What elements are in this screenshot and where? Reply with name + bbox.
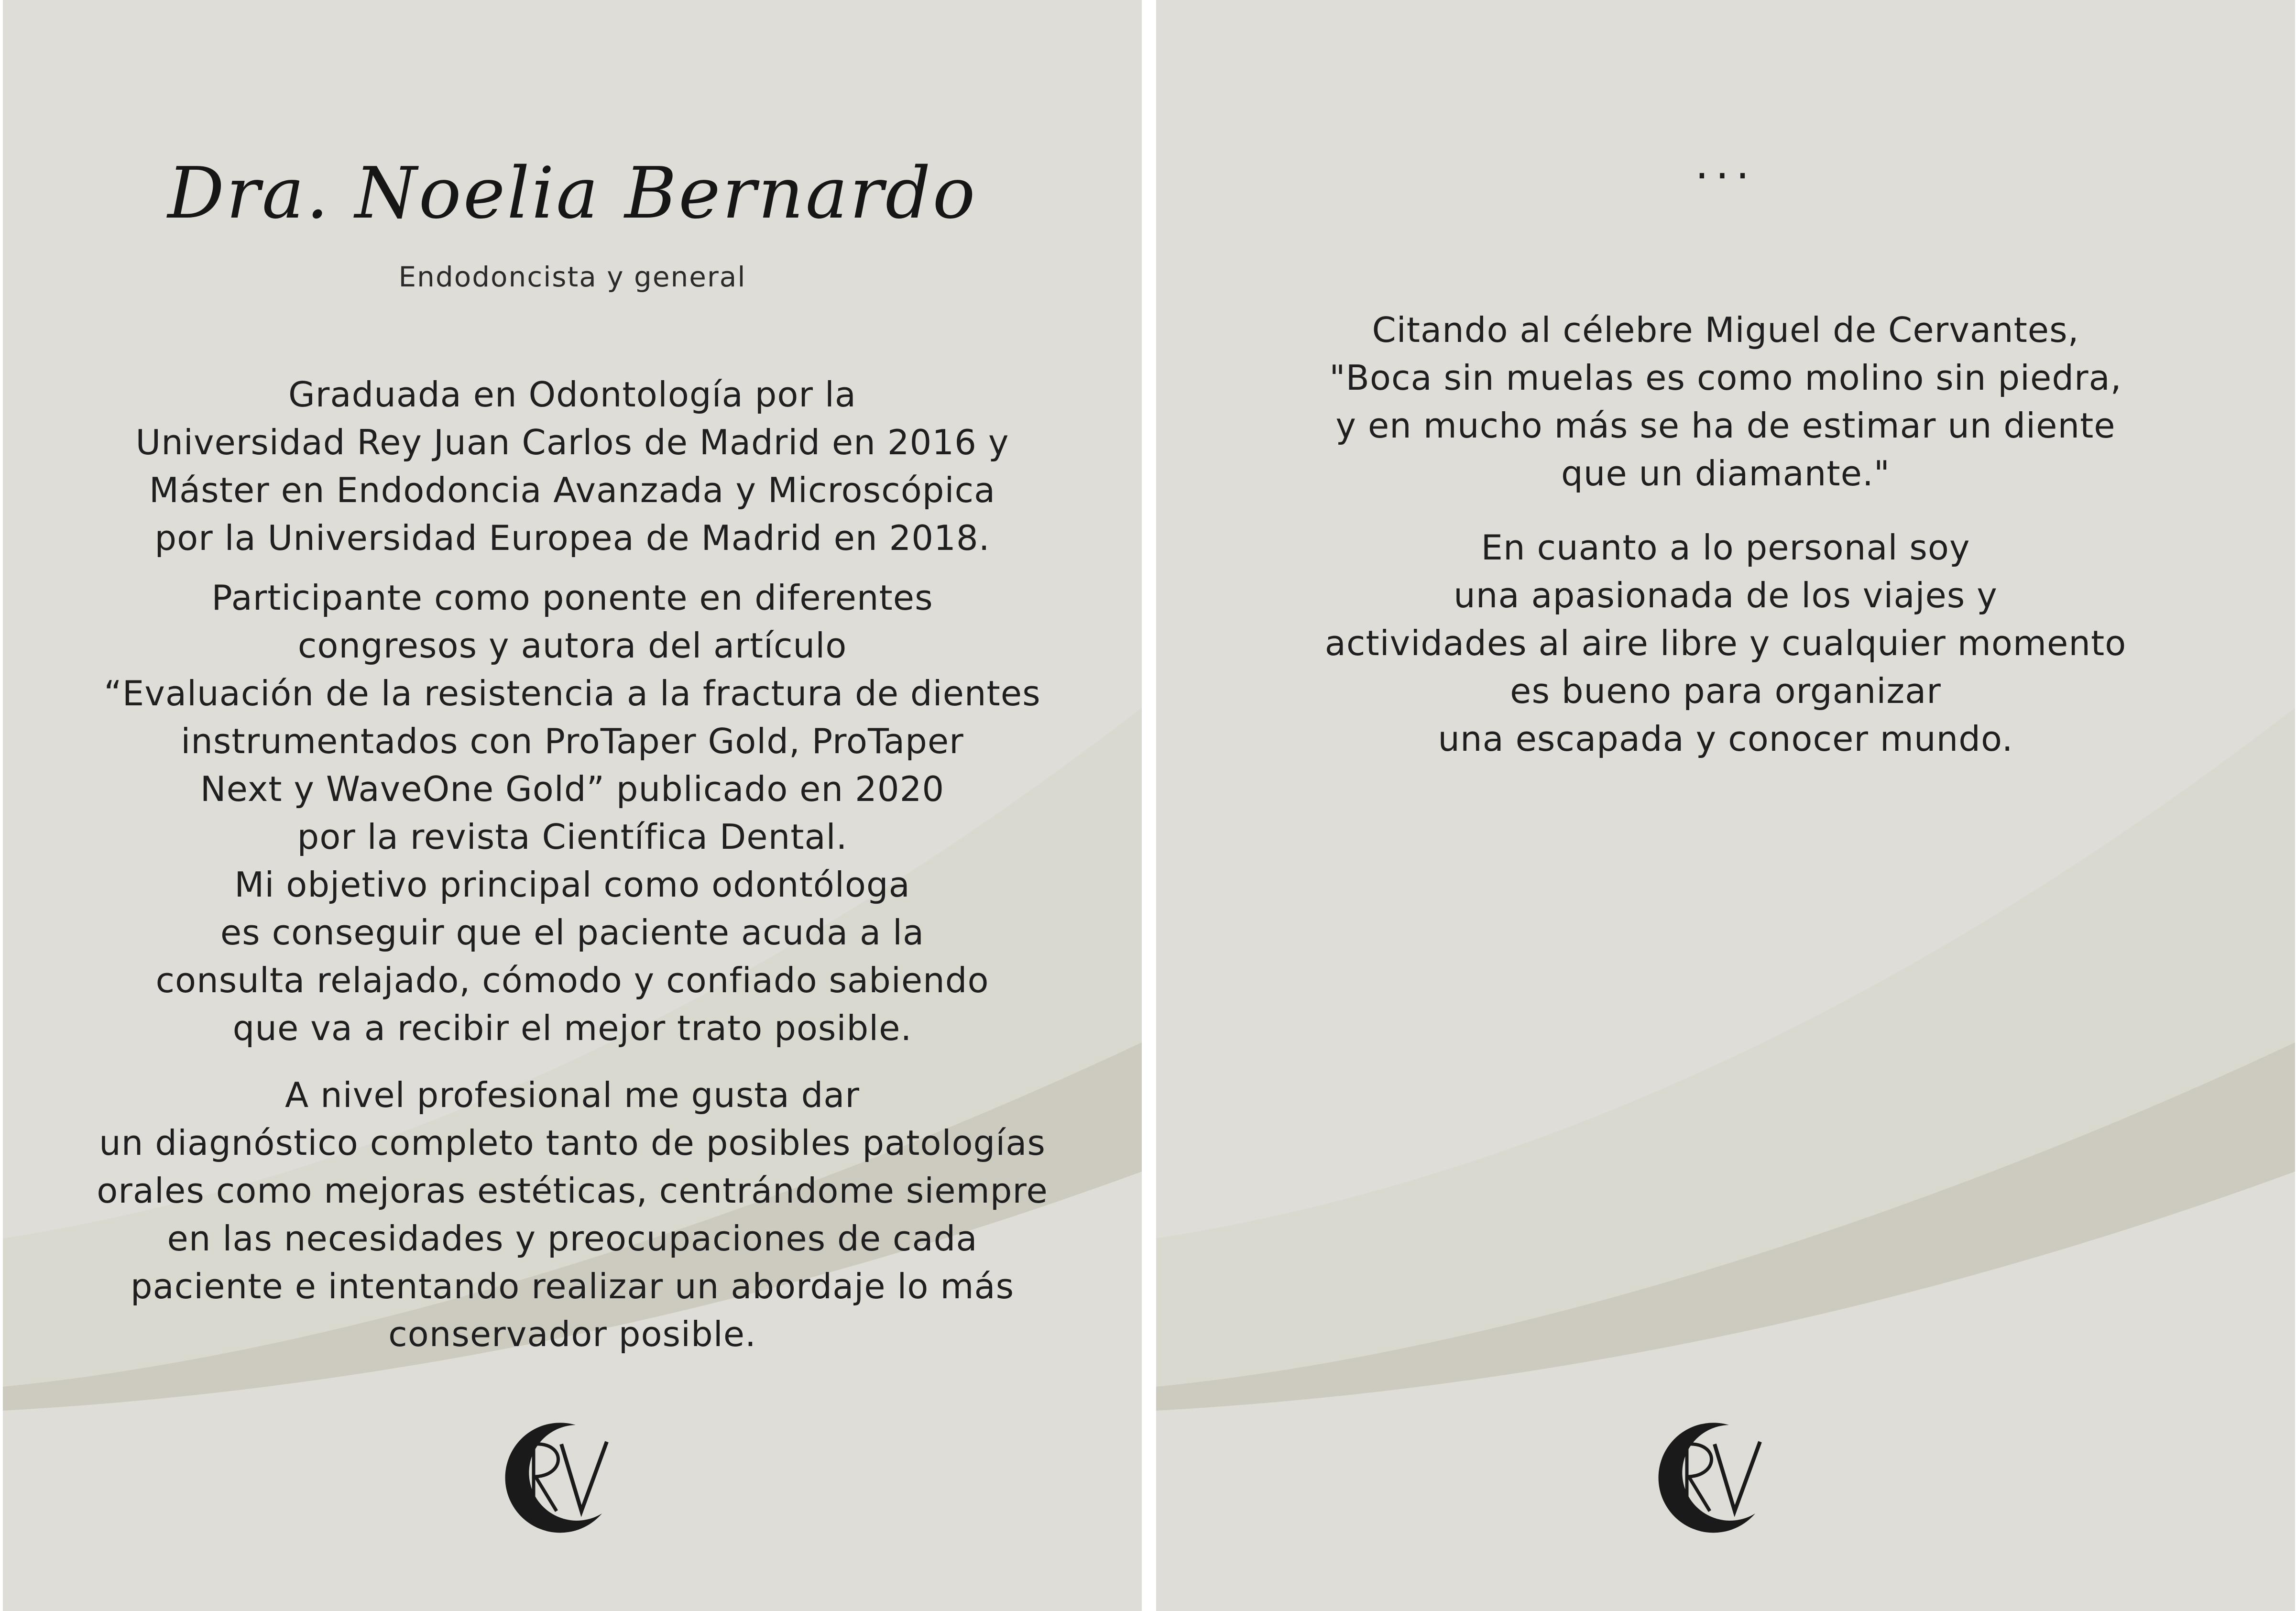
- rv-crescent-logo-icon: [504, 1415, 619, 1540]
- doctor-specialty: Endodoncista y general: [398, 261, 746, 293]
- paragraph-line: Máster en Endodoncia Avanzada y Microscópica: [149, 470, 996, 510]
- paragraph-line: En cuanto a lo personal soy: [1481, 527, 1970, 568]
- paragraph-line: por la Universidad Europea de Madrid en 2018.: [154, 518, 990, 558]
- paragraph-line: actividades al aire libre y cualquier momento: [1324, 623, 2127, 663]
- paragraph-line: Next y WaveOne Gold” publicado en 2020: [200, 769, 945, 809]
- paragraph-line: que un diamante.": [1561, 453, 1890, 493]
- rv-crescent-logo-icon: [1657, 1415, 1772, 1540]
- education-paragraph: [3, 371, 1142, 562]
- paragraph-line: en las necesidades y preocupaciones de cada: [167, 1218, 978, 1259]
- paragraph-line: consulta relajado, cómodo y confiado sabiendo: [155, 960, 989, 1000]
- paragraph-line: una escapada y conocer mundo.: [1438, 719, 2013, 759]
- paragraph-line: “Evaluación de la resistencia a la fractura de dientes: [104, 673, 1041, 713]
- paragraph-line: que va a recibir el mejor trato posible.: [232, 1008, 912, 1048]
- paragraph-line: conservador posible.: [388, 1314, 756, 1354]
- paragraph-line: una apasionada de los viajes y: [1454, 575, 1998, 615]
- paragraph-line: "Boca sin muelas es como molino sin piedra,: [1329, 358, 2122, 398]
- personal-paragraph: [1156, 524, 2295, 763]
- professional-approach-paragraph: [3, 1071, 1142, 1358]
- paragraph-line: Universidad Rey Juan Carlos de Madrid en 2016 y: [135, 422, 1009, 462]
- paragraph-line: es bueno para organizar: [1510, 671, 1941, 711]
- paragraph-line: Participante como ponente en diferentes: [211, 578, 933, 618]
- paragraph-line: Mi objetivo principal como odontóloga: [234, 865, 910, 905]
- paragraph-line: es conseguir que el paciente acuda a la: [220, 912, 925, 953]
- left-page-content: [3, 0, 1142, 1611]
- paragraph-line: un diagnóstico completo tanto de posibles patologías: [99, 1123, 1046, 1163]
- paragraph-line: instrumentados con ProTaper Gold, ProTaper: [181, 721, 964, 761]
- paragraph-line: paciente e intentando realizar un abordaje lo más: [130, 1266, 1015, 1306]
- paragraph-line: A nivel profesional me gusta dar: [284, 1075, 860, 1115]
- left-page: [3, 0, 1142, 1611]
- right-page-content: [1156, 0, 2295, 1611]
- quote-paragraph: [1156, 306, 2295, 497]
- right-page: [1156, 0, 2295, 1611]
- experience-paragraph: [3, 574, 1142, 1052]
- paragraph-line: congresos y autora del artículo: [297, 625, 847, 666]
- continuation-ellipsis: ...: [1695, 139, 1756, 189]
- paragraph-line: Citando al célebre Miguel de Cervantes,: [1372, 310, 2079, 350]
- paragraph-line: por la revista Científica Dental.: [297, 817, 848, 857]
- doctor-name: Dra. Noelia Bernardo: [167, 152, 977, 234]
- paragraph-line: y en mucho más se ha de estimar un diente: [1335, 405, 2116, 446]
- paragraph-line: orales como mejoras estéticas, centrándome siempre: [97, 1171, 1048, 1211]
- paragraph-line: Graduada en Odontología por la: [288, 374, 856, 415]
